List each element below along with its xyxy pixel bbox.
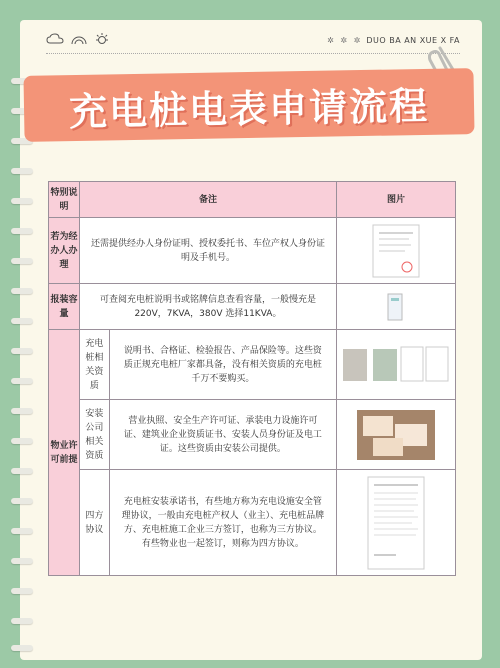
header-image: 图片 xyxy=(337,182,456,218)
row-note: 可查阅充电桩说明书或铭牌信息查看容量，一般慢充是220V，7KVA，380V 选择11KVA。 xyxy=(79,284,336,330)
sun-icon xyxy=(94,32,110,46)
table-header-row xyxy=(49,182,456,218)
sub-label: 充电桩相关资质 xyxy=(79,330,109,400)
header-special: 特别说明 xyxy=(49,182,80,218)
agreement-image xyxy=(337,470,456,576)
document-image xyxy=(337,218,456,284)
row-label: 若为经办人办理 xyxy=(49,218,80,284)
row-note: 营业执照、安全生产许可证、承装电力设施许可证、建筑业企业资质证书、安装人员身份证及电工证。这些资质由安装公司提供。 xyxy=(109,400,336,470)
sub-label: 安装公司相关资质 xyxy=(79,400,109,470)
certificates-image xyxy=(337,330,456,400)
table-row xyxy=(49,400,456,470)
table-row xyxy=(49,330,456,400)
row-note: 说明书、合格证、检验报告、产品保险等。这些资质正规充电桩厂家都具备，没有相关资质的充电桩千万不要购买。 xyxy=(109,330,336,400)
table-row xyxy=(49,284,456,330)
table-row xyxy=(49,218,456,284)
sub-label: 四方协议 xyxy=(79,470,109,576)
row-label: 报装容量 xyxy=(49,284,80,330)
group-label: 物业许可前提 xyxy=(49,330,80,576)
divider xyxy=(46,53,460,54)
weather-icons xyxy=(46,32,110,46)
brand-text: DUO BA AN XUE X FA xyxy=(366,36,460,45)
row-note: 充电桩安装承诺书，有些地方称为充电设施安全管理协议，一般由充电桩产权人（业主）、充电桩品牌方、充电桩施工企业三方签订，也称为三方协议。有些物业也一起签订，则称为四方协议。 xyxy=(109,470,336,576)
star-icon: ✲ ✲ ✲ xyxy=(327,36,363,45)
top-bar xyxy=(46,32,460,52)
row-note: 还需提供经办人身份证明、授权委托书、车位产权人身份证明及手机号。 xyxy=(79,218,336,284)
cloud-icon xyxy=(46,33,64,45)
nameplate-image xyxy=(337,284,456,330)
table-row xyxy=(49,470,456,576)
info-table xyxy=(48,181,456,576)
header-note: 备注 xyxy=(79,182,336,218)
rainbow-icon xyxy=(70,33,88,45)
title-banner xyxy=(23,68,474,142)
page-title: 充电桩电表申请流程 xyxy=(68,83,430,134)
licenses-image xyxy=(337,400,456,470)
